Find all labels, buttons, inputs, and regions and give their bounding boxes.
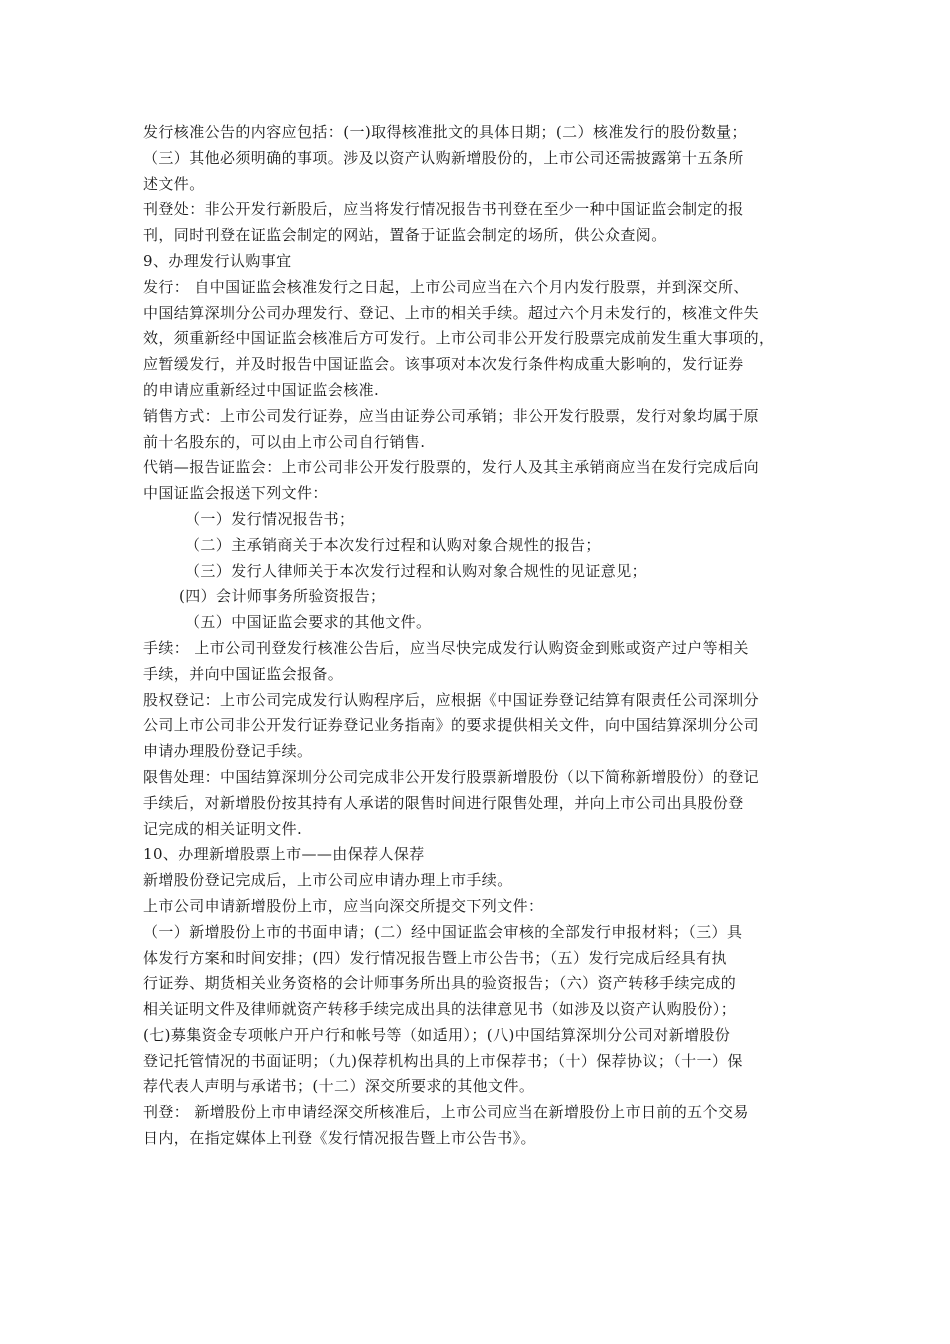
text-line: 销售方式：上市公司发行证券，应当由证券公司承销；非公开发行股票，发行对象均属于原	[143, 406, 760, 425]
text-line: 刊登处：非公开发行新股后，应当将发行情况报告书刊登在至少一种中国证监会制定的报	[143, 200, 744, 219]
text-line: 登记托管情况的书面证明；（九)保荐机构出具的上市保荐书；（十）保荐协议；（十一）保	[143, 1051, 743, 1070]
list-item: （三）发行人律师关于本次发行过程和认购对象合规性的见证意见；	[185, 561, 648, 580]
list-item: （二）主承销商关于本次发行过程和认购对象合规性的报告；	[185, 535, 601, 554]
list-item: (四）会计师事务所验资报告；	[179, 587, 386, 606]
text-line: 的申请应重新经过中国证监会核准.	[143, 380, 380, 399]
text-line: (七)募集资金专项帐户开户行和帐号等（如适用）；(八)中国结算深圳分公司对新增股份	[143, 1025, 731, 1044]
text-line: （一）新增股份上市的书面申请；(二）经中国证监会审核的全部发行申报材料；（三）具	[143, 922, 743, 941]
text-line: 应暂缓发行，并及时报告中国证监会。该事项对本次发行条件构成重大影响的，发行证券	[143, 355, 744, 374]
text-line: 荐代表人声明与承诺书；(十二）深交所要求的其他文件。	[143, 1077, 535, 1096]
list-item: （五）中国证监会要求的其他文件。	[185, 613, 432, 632]
text-line: 体发行方案和时间安排；(四）发行情况报告暨上市公告书；（五）发行完成后经具有执	[143, 948, 727, 967]
text-line: 相关证明文件及律师就资产转移手续完成出具的法律意见书（如涉及以资产认购股份）；	[143, 1000, 737, 1019]
text-line: 刊，同时刊登在证监会制定的网站，置备于证监会制定的场所，供公众查阅。	[143, 226, 667, 245]
text-line: 中国结算深圳分公司办理发行、登记、上市的相关手续。超过六个月未发行的，核准文件失	[143, 303, 760, 322]
text-line: 刊登： 新增股份上市申请经深交所核准后，上市公司应当在新增股份上市日前的五个交易	[143, 1103, 749, 1122]
text-line: 限售处理：中国结算深圳分公司完成非公开发行股票新增股份（以下简称新增股份）的登记	[143, 767, 760, 786]
text-line: 前十名股东的，可以由上市公司自行销售.	[143, 432, 426, 451]
text-line: 申请办理股份登记手续。	[143, 742, 313, 761]
text-line: 手续后，对新增股份按其持有人承诺的限售时间进行限售处理，并向上市公司出具股份登	[143, 793, 744, 812]
list-item: （一）发行情况报告书；	[185, 509, 355, 528]
text-line: 公司上市公司非公开发行证券登记业务指南》的要求提供相关文件，向中国结算深圳分公司	[143, 716, 760, 735]
text-line: （三）其他必须明确的事项。涉及以资产认购新增股份的，上市公司还需披露第十五条所	[143, 148, 744, 167]
text-line: 发行： 自中国证监会核准发行之日起，上市公司应当在六个月内发行股票，并到深交所、	[143, 277, 749, 296]
text-line: 效，须重新经中国证监会核准后方可发行。上市公司非公开发行股票完成前发生重大事项的，	[143, 329, 775, 348]
text-line: 上市公司申请新增股份上市，应当向深交所提交下列文件：	[143, 896, 544, 915]
text-line: 发行核准公告的内容应包括：(一)取得核准批文的具体日期；(二）核准发行的股份数量；	[143, 123, 747, 141]
text-line: 新增股份登记完成后，上市公司应申请办理上市手续。	[143, 871, 513, 890]
text-line: 股权登记：上市公司完成发行认购程序后，应根据《中国证券登记结算有限责任公司深圳分	[143, 690, 760, 709]
text-line: 手续： 上市公司刊登发行核准公告后，应当尽快完成发行认购资金到账或资产过户等相关	[143, 638, 749, 657]
text-line: 行证券、期货相关业务资格的会计师事务所出具的验资报告；（六）资产转移手续完成的	[143, 974, 737, 993]
text-line: 记完成的相关证明文件.	[143, 819, 303, 838]
text-line: 手续，并向中国证监会报备。	[143, 664, 344, 683]
section-heading: 9、办理发行认购事宜	[143, 251, 292, 270]
text-line: 述文件。	[143, 174, 205, 193]
text-line: 中国证监会报送下列文件：	[143, 484, 328, 503]
text-line: 代销—报告证监会：上市公司非公开发行股票的，发行人及其主承销商应当在发行完成后向	[143, 458, 760, 477]
document-body	[143, 120, 813, 1152]
text-line: 日内，在指定媒体上刊登《发行情况报告暨上市公告书》。	[143, 1129, 536, 1148]
section-heading: 10、办理新增股票上市——由保荐人保荐	[143, 845, 425, 864]
